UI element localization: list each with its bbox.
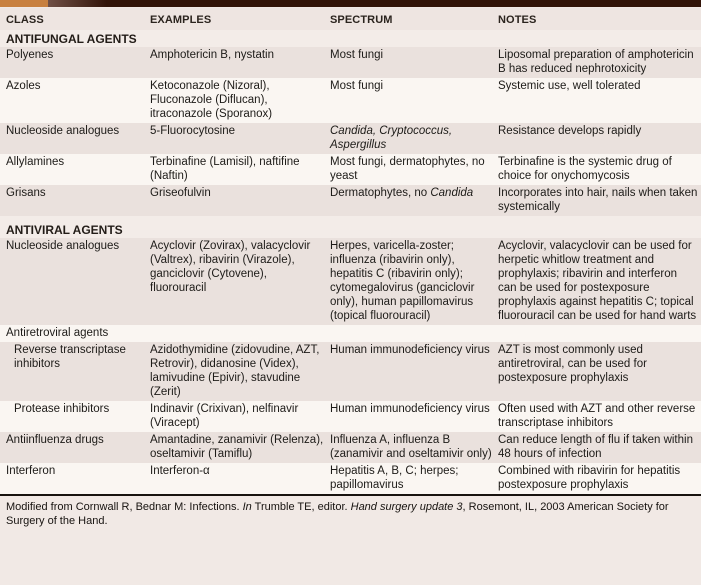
cell-notes: Acyclovir, valacyclovir can be used for herpetic whitlow treatment and prophylaxis; ribavirin and interferon can be used for postexposure prophylaxis against hepatitis C; topical fluorouracil can be used for hand warts (498, 240, 697, 322)
column-header-class: CLASS (6, 14, 44, 26)
cell-class: Reverse transcriptase inhibitors (14, 344, 126, 370)
cell-notes: AZT is most commonly used antiretroviral, can be used for postexposure prophylaxis (498, 344, 647, 384)
cell-spectrum (330, 326, 498, 340)
cell-notes: Incorporates into hair, nails when taken systemically (498, 187, 698, 213)
cell-examples: 5-Fluorocytosine (150, 125, 236, 137)
drug-table (0, 30, 701, 494)
column-header-spectrum: SPECTRUM (330, 14, 393, 26)
cell-class: Polyenes (6, 49, 54, 61)
cell-notes: Systemic use, well tolerated (498, 80, 641, 92)
cell-notes: Can reduce length of flu if taken within 48 hours of infection (498, 434, 693, 460)
cell-notes: Combined with ribavirin for hepatitis postexposure prophylaxis (498, 465, 681, 491)
cell-class: Antiretroviral agents (6, 327, 109, 339)
cell-spectrum: Dermatophytes, no Candida (330, 187, 474, 199)
table-row (0, 401, 701, 432)
cell-class: Grisans (6, 187, 46, 199)
cell-examples: Acyclovir (Zovirax), valacyclovir (Valtrex), ribavirin (Virazole), ganciclovir (Cytovene), fluorouracil (150, 240, 311, 294)
cell-examples: Terbinafine (Lamisil), naftifine (Naftin) (150, 156, 300, 182)
cell-notes (498, 326, 701, 340)
cell-examples: Amphotericin B, nystatin (150, 49, 275, 61)
cell-examples: Amantadine, zanamivir (Relenza), oseltamivir (Tamiflu) (150, 434, 324, 460)
cell-spectrum: Most fungi (330, 80, 384, 92)
section-header: ANTIFUNGAL AGENTS (0, 30, 701, 47)
brown-bar (48, 0, 701, 7)
cell-examples: Ketoconazole (Nizoral), Fluconazole (Diflucan), itraconazole (Sporanox) (150, 80, 273, 120)
table-row (0, 342, 701, 401)
column-header-row (0, 8, 701, 30)
table-row (0, 325, 701, 342)
table-row (0, 238, 701, 325)
table-row (0, 185, 701, 216)
cell-examples: Griseofulvin (150, 187, 211, 199)
cell-notes: Resistance develops rapidly (498, 125, 642, 137)
cell-class: Interferon (6, 465, 56, 477)
cell-class: Nucleoside analogues (6, 125, 120, 137)
table-row (0, 78, 701, 123)
cell-spectrum: Most fungi (330, 49, 384, 61)
column-header-notes: NOTES (498, 14, 537, 26)
cell-notes: Terbinafine is the systemic drug of choice for onychomycosis (498, 156, 672, 182)
cell-class: Azoles (6, 80, 41, 92)
source-note: Modified from Cornwall R, Bednar M: Infections. In Trumble TE, editor. Hand surgery update 3, Rosemont, IL, 2003 American Society for Surgery of the Hand. (0, 496, 701, 530)
cell-spectrum: Human immunodeficiency virus (330, 403, 490, 415)
cell-examples: Indinavir (Crixivan), nelfinavir (Viracept) (150, 403, 299, 429)
table-row (0, 47, 701, 78)
table-row (0, 463, 701, 494)
cell-notes: Often used with AZT and other reverse transcriptase inhibitors (498, 403, 696, 429)
cell-examples (150, 326, 330, 340)
cell-spectrum: Influenza A, influenza B (zanamivir and oseltamivir only) (330, 434, 492, 460)
section-header: ANTIVIRAL AGENTS (0, 216, 701, 238)
cell-spectrum: Herpes, varicella-zoster; influenza (ribavirin only), hepatitis C (ribavirin only); cytomegalovirus (ganciclovir only), human papillomavirus (topical fluorouracil) (330, 240, 475, 322)
cell-class: Nucleoside analogues (6, 240, 120, 252)
cell-class: Antiinfluenza drugs (6, 434, 104, 446)
accent-tab (0, 0, 48, 7)
cell-class: Protease inhibitors (14, 403, 110, 415)
cell-spectrum: Candida, Cryptococcus, Aspergillus (330, 125, 453, 151)
cell-class: Allylamines (6, 156, 65, 168)
table-row (0, 154, 701, 185)
column-header-examples: EXAMPLES (150, 14, 212, 26)
cell-examples: Interferon-α (150, 465, 210, 477)
table-row (0, 123, 701, 154)
cell-spectrum: Hepatitis A, B, C; herpes; papillomavirus (330, 465, 459, 491)
cell-examples: Azidothymidine (zidovudine, AZT, Retrovir), didanosine (Videx), lamivudine (Epivir), stavudine (Zerit) (150, 344, 320, 398)
title-bar (0, 0, 701, 8)
table-row (0, 432, 701, 463)
cell-notes: Liposomal preparation of amphotericin B has reduced nephrotoxicity (498, 49, 694, 75)
cell-spectrum: Most fungi, dermatophytes, no yeast (330, 156, 485, 182)
cell-spectrum: Human immunodeficiency virus (330, 344, 490, 356)
